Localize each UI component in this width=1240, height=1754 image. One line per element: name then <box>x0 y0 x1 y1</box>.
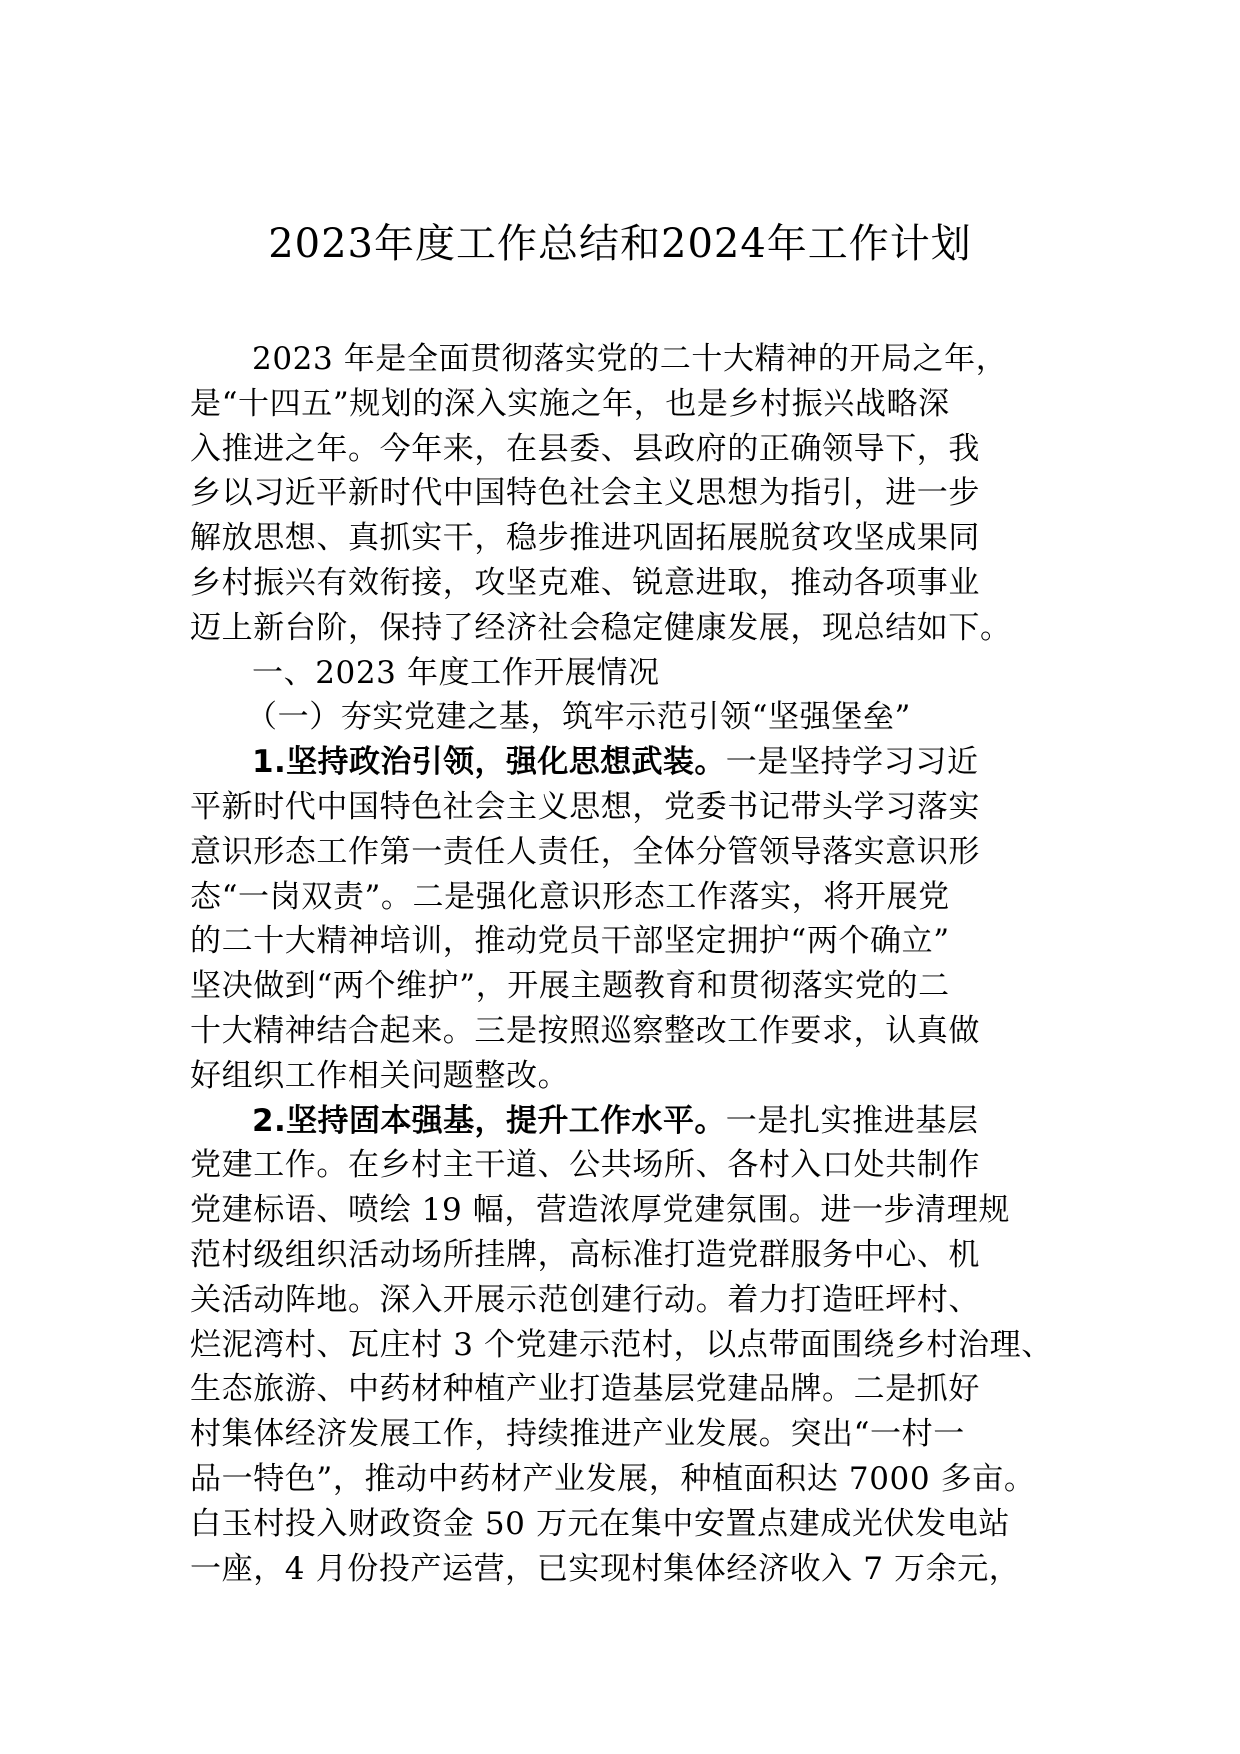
line-text: 乡村振兴有效衔接，攻坚克难、锐意进取，推动各项事业 <box>190 564 980 601</box>
text-line <box>190 1278 1070 1323</box>
line-text: 一、2023 年度工作开展情况 <box>252 654 660 691</box>
line-text: 一座，4 月份投产运营，已实现村集体经济收入 7 万余元， <box>190 1550 1021 1587</box>
line-text: 乡以习近平新时代中国特色社会主义思想为指引，进一步 <box>190 475 980 512</box>
line-text: 党建工作。在乡村主干道、公共场所、各村入口处共制作 <box>190 1147 980 1184</box>
line-text: 好组织工作相关问题整改。 <box>190 1057 570 1094</box>
text-line <box>190 964 1070 1009</box>
line-text: 村集体经济发展工作，持续推进产业发展。突出“一村一 <box>190 1416 965 1453</box>
text-line <box>190 561 1070 606</box>
text-line <box>190 1009 1070 1054</box>
line-text: 烂泥湾村、瓦庄村 3 个党建示范村，以点带面围绕乡村治理、 <box>190 1326 1053 1363</box>
text-line <box>190 1188 1070 1233</box>
line-text: 意识形态工作第一责任人责任，全体分管领导落实意识形 <box>190 833 980 870</box>
text-line <box>190 1143 1070 1188</box>
line-text: 一是坚持学习习近 <box>725 744 979 781</box>
text-line <box>190 382 1070 427</box>
text-line <box>190 1502 1070 1547</box>
text-line <box>190 919 1070 964</box>
text-line <box>190 1457 1070 1502</box>
line-text: 关活动阵地。深入开展示范创建行动。着力打造旺坪村、 <box>190 1281 980 1318</box>
line-text: 白玉村投入财政资金 50 万元在集中安置点建成光伏发电站 <box>190 1505 1010 1542</box>
bold-heading: 2.坚持固本强基，提升工作水平。 <box>252 1102 726 1139</box>
text-line <box>190 606 1070 651</box>
text-line <box>190 471 1070 516</box>
bold-heading: 1.坚持政治引领，强化思想武装。 <box>252 744 726 781</box>
line-text: 是“十四五”规划的深入实施之年，也是乡村振兴战略深 <box>190 385 950 422</box>
line-text: 范村级组织活动场所挂牌，高标准打造党群服务中心、机 <box>190 1236 980 1273</box>
text-line <box>190 1099 1070 1144</box>
text-line <box>190 337 1070 382</box>
text-line <box>190 1412 1070 1457</box>
text-line <box>190 1054 1070 1099</box>
document-body <box>190 337 1070 1591</box>
text-line <box>190 1547 1070 1592</box>
line-text: 入推进之年。今年来，在县委、县政府的正确领导下，我 <box>190 430 980 467</box>
text-line <box>190 785 1070 830</box>
line-text: 十大精神结合起来。三是按照巡察整改工作要求，认真做 <box>190 1012 980 1049</box>
text-line <box>190 695 1070 740</box>
text-line <box>190 875 1070 920</box>
line-text: 2023 年是全面贯彻落实党的二十大精神的开局之年， <box>252 341 1008 377</box>
text-line <box>190 427 1070 472</box>
line-text: 解放思想、真抓实干，稳步推进巩固拓展脱贫攻坚成果同 <box>190 520 980 557</box>
line-text: 平新时代中国特色社会主义思想，党委书记带头学习落实 <box>190 788 980 825</box>
line-text: 坚决做到“两个维护”，开展主题教育和贯彻落实党的二 <box>190 968 950 1005</box>
text-line <box>190 740 1070 785</box>
line-text: 品一特色”，推动中药材产业发展，种植面积达 7000 多亩。 <box>190 1460 1036 1497</box>
text-line <box>190 830 1070 875</box>
line-text: 党建标语、喷绘 19 幅，营造浓厚党建氛围。进一步清理规 <box>190 1192 1010 1229</box>
line-text: 迈上新台阶，保持了经济社会稳定健康发展，现总结如下。 <box>190 609 1012 646</box>
text-line <box>190 1233 1070 1278</box>
document-title: 2023年度工作总结和2024年工作计划 <box>268 221 972 267</box>
text-line <box>190 1367 1070 1412</box>
text-line <box>190 651 1070 696</box>
line-text: （一）夯实党建之基，筑牢示范引领“坚强堡垒” <box>246 699 911 736</box>
text-line <box>190 516 1070 561</box>
line-text: 的二十大精神培训，推动党员干部坚定拥护“两个确立” <box>190 923 950 960</box>
line-text: 生态旅游、中药材种植产业打造基层党建品牌。二是抓好 <box>190 1371 980 1408</box>
line-text: 一是扎实推进基层 <box>725 1102 979 1139</box>
text-line <box>190 1323 1070 1368</box>
line-text: 态“一岗双责”。二是强化意识形态工作落实，将开展党 <box>190 878 950 915</box>
